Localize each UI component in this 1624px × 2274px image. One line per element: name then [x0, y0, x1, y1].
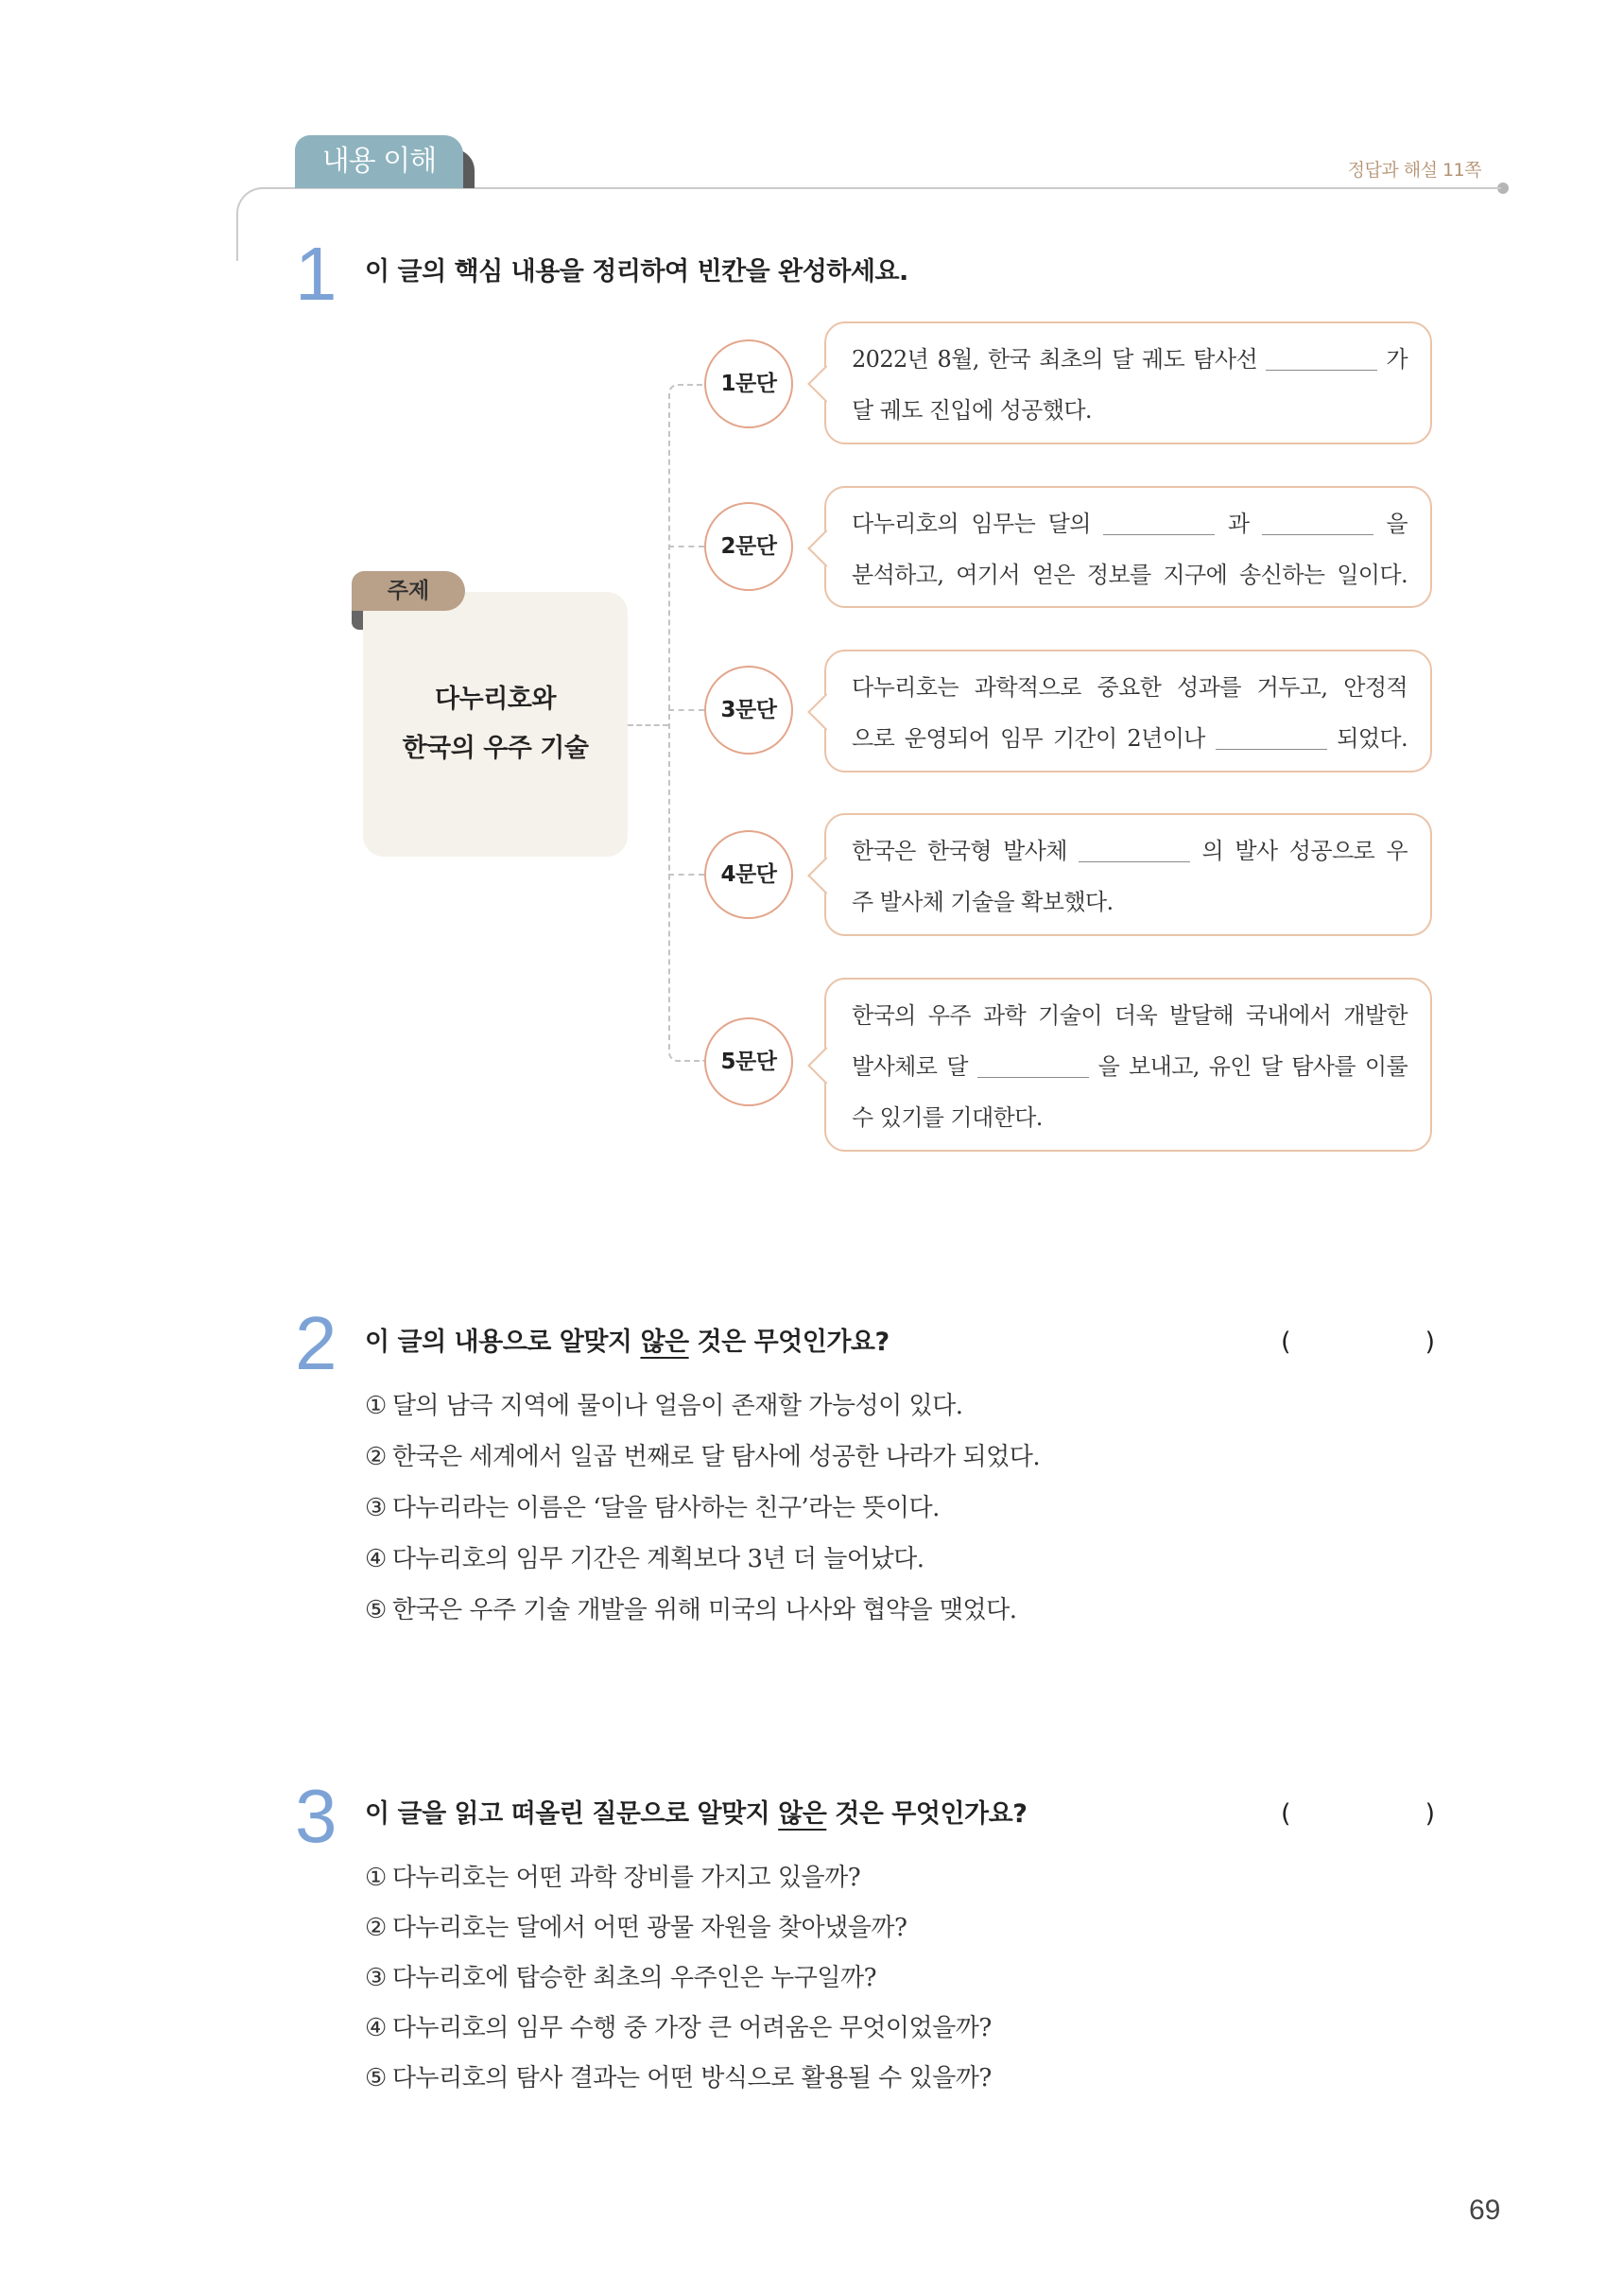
option-item: [365, 1853, 992, 1903]
option-text: 달의 남극 지역에 물이나 얼음이 존재할 가능성이 있다.: [391, 1392, 963, 1420]
option-list: [365, 1380, 1040, 1636]
summary-line: [852, 1041, 1408, 1092]
summary-text: 다누리호는 과학적으로 중요한 성과를 거두고, 안정적: [852, 674, 1408, 701]
option-text: 다누리호는 어떤 과학 장비를 가지고 있을까?: [391, 1864, 861, 1892]
summary-text: 으로 운영되어 임무 기간이 2년이나: [852, 725, 1205, 752]
option-marker: ②: [365, 1914, 387, 1942]
question-prompt: [365, 1796, 1027, 1833]
option-text: 한국은 우주 기술 개발을 위해 미국의 나사와 협약을 맺었다.: [391, 1596, 1017, 1624]
topic-line: 한국의 우주 기술: [402, 734, 589, 763]
option-marker: ④: [365, 1545, 387, 1573]
paragraph-branch: [668, 546, 704, 547]
speech-pointer: [807, 857, 845, 894]
question-prompt: [365, 1324, 890, 1362]
option-marker: ③: [365, 1964, 387, 1992]
option-item: [365, 1903, 992, 1953]
summary-text: 가: [1386, 346, 1408, 373]
option-marker: ⑤: [365, 2064, 387, 2092]
answer-close: ): [1425, 1328, 1435, 1357]
option-item: [365, 1585, 1040, 1636]
prompt-emphasis: 않은: [640, 1328, 689, 1357]
question-prompt: 이 글의 핵심 내용을 정리하여 빈칸을 완성하세요.: [365, 257, 908, 286]
prompt-text: 이 글의 내용으로 알맞지: [365, 1328, 632, 1357]
header-rule: [236, 187, 1501, 261]
speech-pointer: [807, 529, 845, 567]
paragraph-connector: [668, 384, 704, 1062]
section-tab-label: 내용 이해: [321, 145, 437, 178]
summary-text: 을: [1386, 511, 1408, 537]
option-text: 다누리호는 달에서 어떤 광물 자원을 찾아냈을까?: [391, 1914, 907, 1942]
option-item: [365, 1380, 1040, 1432]
paragraph-label-4: 4문단: [704, 830, 793, 919]
speech-pointer: [807, 693, 845, 731]
summary-text: 과: [1227, 511, 1250, 537]
paragraph-label-3: 3문단: [704, 666, 793, 755]
answer-parentheses[interactable]: [1281, 1324, 1435, 1362]
topic-tag: 주제: [352, 571, 465, 611]
option-item: [365, 1483, 1040, 1534]
paragraph-summary-box-3: [824, 650, 1432, 772]
summary-line: [852, 334, 1408, 385]
option-text: 다누리호의 임무 기간은 계획보다 3년 더 늘어났다.: [391, 1545, 924, 1573]
option-marker: ⑤: [365, 1596, 387, 1624]
page-number: 69: [1469, 2195, 1501, 2226]
option-text: 다누리라는 이름은 ‘달을 탐사하는 친구’라는 뜻이다.: [391, 1494, 940, 1522]
option-text: 다누리호의 탐사 결과는 어떤 방식으로 활용될 수 있을까?: [391, 2064, 992, 2092]
option-text: 한국은 세계에서 일곱 번째로 달 탐사에 성공한 나라가 되었다.: [391, 1443, 1041, 1471]
summary-text: 수 있기를 기대한다.: [852, 1104, 1043, 1131]
summary-line: [852, 713, 1408, 764]
question-number: 2: [295, 1301, 337, 1385]
summary-text: 발사체로 달: [852, 1053, 968, 1080]
summary-text: 주 발사체 기술을 확보했다.: [852, 889, 1114, 915]
summary-text: 을 보내고, 유인 달 탐사를 이룰: [1097, 1053, 1408, 1080]
option-item: [365, 1432, 1040, 1483]
answer-reference: 정답과 해설 11쪽: [1347, 160, 1481, 181]
option-marker: ②: [365, 1443, 387, 1471]
answer-blank[interactable]: [977, 1058, 1089, 1078]
answer-close: ): [1425, 1799, 1435, 1829]
option-item: [365, 2054, 992, 2104]
summary-text: 2022년 8월, 한국 최초의 달 궤도 탐사선: [852, 346, 1258, 373]
summary-text: 다누리호의 임무는 달의: [852, 511, 1091, 537]
summary-line: [852, 662, 1408, 713]
option-marker: ④: [365, 2014, 387, 2042]
answer-blank[interactable]: [1266, 351, 1377, 371]
option-marker: ①: [365, 1392, 387, 1420]
summary-line: [852, 1092, 1408, 1143]
prompt-text: 이 글을 읽고 떠올린 질문으로 알맞지: [365, 1799, 770, 1829]
summary-text: 의 발사 성공으로 우: [1201, 838, 1408, 864]
paragraph-label-2: 2문단: [704, 502, 793, 591]
summary-line: [852, 498, 1408, 549]
paragraph-summary-box-1: [824, 321, 1432, 444]
option-text: 다누리호에 탑승한 최초의 우주인은 누구일까?: [391, 1964, 877, 1992]
topic-text: [363, 675, 628, 773]
summary-text: 한국의 우주 과학 기술이 더욱 발달해 국내에서 개발한: [852, 1002, 1408, 1029]
answer-open: (: [1281, 1799, 1291, 1829]
answer-blank[interactable]: [1079, 842, 1190, 862]
topic-connector: [628, 724, 668, 726]
prompt-text: 것은 무엇인가요?: [835, 1799, 1028, 1829]
summary-line: [852, 877, 1408, 928]
option-marker: ①: [365, 1864, 387, 1892]
answer-open: (: [1281, 1328, 1291, 1357]
option-list: [365, 1853, 992, 2104]
prompt-text: 것은 무엇인가요?: [697, 1328, 890, 1357]
speech-pointer: [807, 1047, 845, 1085]
summary-line: [852, 385, 1408, 436]
paragraph-summary-box-2: [824, 486, 1432, 608]
paragraph-summary-box-4: [824, 813, 1432, 936]
summary-text: 되었다.: [1337, 725, 1408, 752]
paragraph-label-5: 5문단: [704, 1017, 793, 1106]
paragraph-label-1: 1문단: [704, 339, 793, 428]
paragraph-branch: [668, 709, 704, 711]
answer-parentheses[interactable]: [1281, 1796, 1435, 1833]
summary-line: [852, 825, 1408, 877]
summary-text: 달 궤도 진입에 성공했다.: [852, 397, 1092, 424]
option-text: 다누리호의 임무 수행 중 가장 큰 어려움은 무엇이었을까?: [391, 2014, 992, 2042]
paragraph-summary-box-5: [824, 978, 1432, 1152]
speech-pointer: [807, 365, 845, 403]
answer-blank[interactable]: [1216, 730, 1327, 750]
option-item: [365, 1534, 1040, 1585]
summary-line: [852, 990, 1408, 1041]
question-number: 1: [295, 232, 337, 316]
answer-blank[interactable]: [1262, 515, 1373, 535]
summary-line: [852, 549, 1408, 600]
summary-text: 한국은 한국형 발사체: [852, 838, 1067, 864]
option-item: [365, 2004, 992, 2054]
paragraph-branch: [668, 874, 704, 876]
prompt-emphasis: 않은: [778, 1799, 827, 1829]
question-number: 3: [295, 1774, 337, 1858]
option-marker: ③: [365, 1494, 387, 1522]
summary-text: 분석하고, 여기서 얻은 정보를 지구에 송신하는 일이다.: [852, 562, 1408, 588]
option-item: [365, 1953, 992, 2004]
section-tab: [295, 135, 463, 188]
answer-blank[interactable]: [1103, 515, 1215, 535]
topic-line: 다누리호와: [435, 685, 556, 714]
